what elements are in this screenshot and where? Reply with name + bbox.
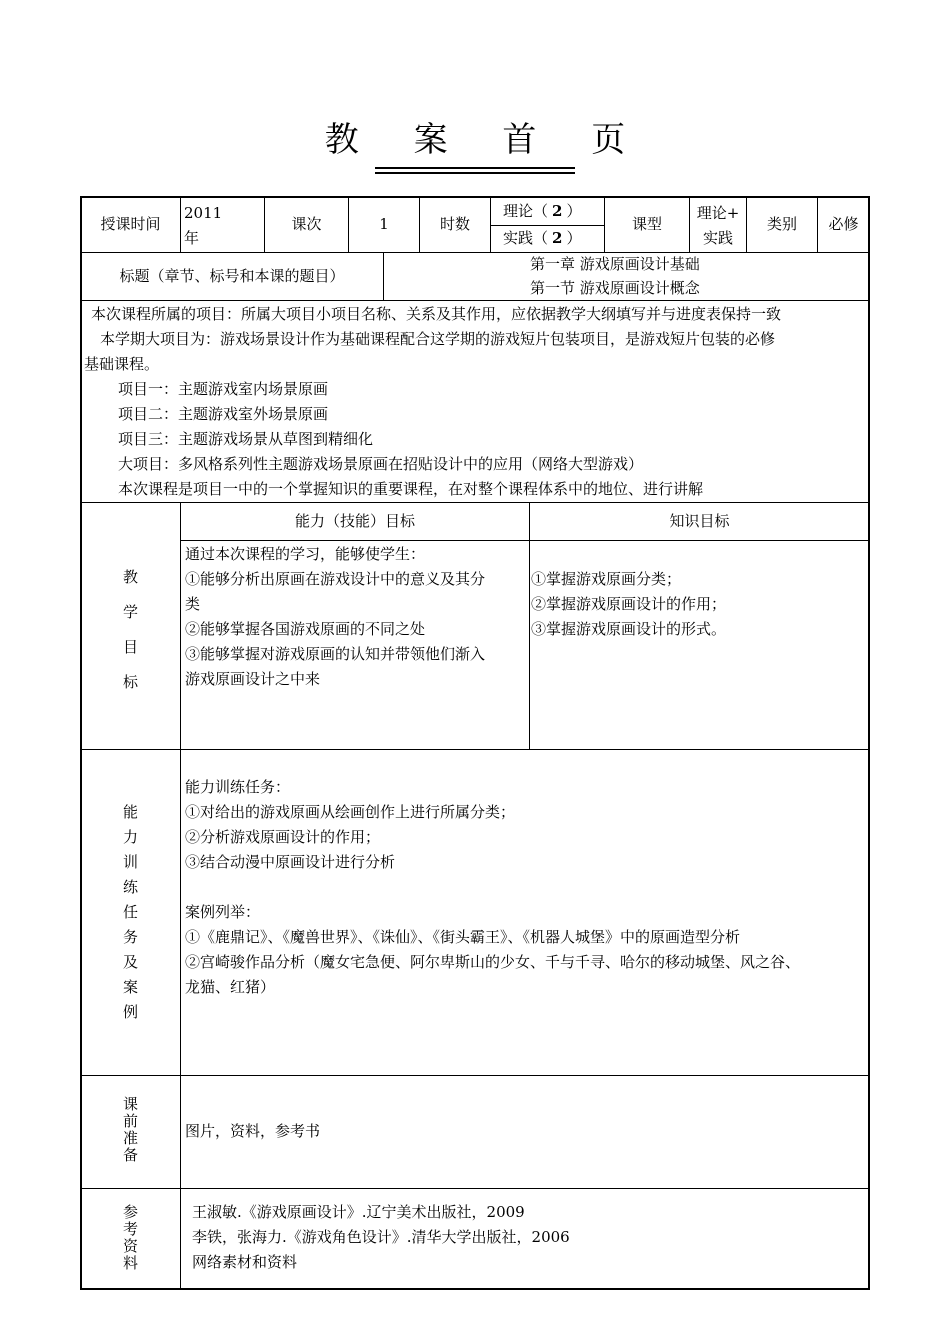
project-line: 项目二：主题游戏室外场景原画 — [118, 405, 329, 423]
title-underline-thick — [375, 167, 575, 169]
list-item: ②掌握游戏原画设计的作用； — [531, 595, 727, 613]
knowledge-list — [531, 567, 726, 642]
ability-list — [185, 542, 485, 692]
list-item: ②能够掌握各国游戏原画的不同之处 — [185, 620, 426, 638]
list-item: 能力训练任务： — [185, 778, 291, 796]
practice-hours: 实践（ 2 ） — [503, 229, 582, 247]
time-label: 授课时间 — [100, 215, 161, 233]
tasks-list — [185, 775, 800, 1000]
list-item: ②分析游戏原画设计的作用； — [185, 828, 381, 846]
list-item: ③结合动漫中原画设计进行分析 — [185, 853, 396, 871]
session-label: 课次 — [291, 215, 322, 233]
category-value: 必修 — [828, 215, 859, 233]
list-item: 龙猫、红猪） — [185, 978, 276, 996]
label-col-divider — [180, 502, 181, 1289]
row-divider-header — [81, 252, 869, 253]
list-item: 网络素材和资料 — [192, 1253, 298, 1271]
list-item: ①掌握游戏原画分类； — [531, 570, 682, 588]
project-line: 项目一：主题游戏室内场景原画 — [118, 380, 329, 398]
hours-label: 时数 — [439, 215, 470, 233]
list-item: 通过本次课程的学习，能够使学生： — [185, 545, 426, 563]
type-value-line1: 理论+ — [696, 204, 740, 222]
time-year-suffix: 年 — [184, 229, 200, 247]
page-title: 教 案 首 页 — [324, 120, 648, 160]
references-side-label: 参 考 资 料 — [122, 1203, 138, 1272]
list-item — [185, 875, 800, 900]
project-line: 大项目：多风格系列性主题游戏场景原画在招贴设计中的应用（网络大型游戏） — [118, 455, 644, 473]
project-line: 基础课程。 — [84, 355, 160, 373]
row-divider-tasks — [81, 1075, 869, 1076]
list-item: ③能够掌握对游戏原画的认知并带领他们渐入 — [185, 645, 486, 663]
list-item: 李铁，张海力.《游戏角色设计》.清华大学出版社，2006 — [192, 1228, 570, 1246]
row-divider-project — [81, 502, 869, 503]
objectives-col-divider — [529, 502, 530, 749]
list-item: ③掌握游戏原画设计的形式。 — [531, 620, 727, 638]
session-value: 1 — [379, 215, 389, 233]
list-item: 案例列举： — [185, 903, 261, 921]
project-line: 项目三：主题游戏场景从草图到精细化 — [118, 430, 374, 448]
list-item: 游戏原画设计之中来 — [185, 670, 321, 688]
topic-chapter: 第一章 游戏原画设计基础 — [530, 255, 700, 273]
col-divider — [490, 197, 491, 252]
references-list — [192, 1200, 570, 1275]
project-line: 本学期大项目为：游戏场景设计作为基础课程配合这学期的游戏短片包装项目，是游戏短片包装的必修 — [100, 330, 776, 348]
topic-label: 标题（章节、标号和本课的题目） — [119, 267, 345, 285]
list-item: ①对给出的游戏原画从绘画创作上进行所属分类； — [185, 803, 516, 821]
row-divider-objectives — [81, 749, 869, 750]
list-item: ②宫崎骏作品分析（魔女宅急便、阿尔卑斯山的少女、千与千寻、哈尔的移动城堡、风之谷、 — [185, 953, 801, 971]
time-year: 2011 — [184, 204, 223, 222]
row-divider-prep — [81, 1188, 869, 1189]
prep-content: 图片，资料，参考书 — [185, 1122, 321, 1140]
tasks-side-label: 能 力 训 练 任 务 及 案 例 — [122, 803, 138, 1021]
knowledge-header: 知识目标 — [669, 512, 730, 530]
list-item: 类 — [185, 595, 201, 613]
type-value-line2: 实践 — [702, 229, 733, 247]
title-underline-thin — [375, 172, 575, 174]
row-divider-objective-headers — [181, 540, 869, 541]
topic-section: 第一节 游戏原画设计概念 — [530, 279, 700, 297]
list-item: 王淑敏.《游戏原画设计》.辽宁美术出版社，2009 — [192, 1203, 525, 1221]
prep-side-label: 课 前 准 备 — [122, 1095, 138, 1164]
category-label: 类别 — [766, 215, 797, 233]
list-item: ①能够分析出原画在游戏设计中的意义及其分 — [185, 570, 486, 588]
row-divider-topic — [81, 300, 869, 301]
ability-header: 能力（技能）目标 — [294, 512, 415, 530]
list-item: ①《鹿鼎记》、《魔兽世界》、《诛仙》、《街头霸王》、《机器人城堡》中的原画造型分析 — [185, 928, 741, 946]
type-label: 课型 — [631, 215, 662, 233]
theory-hours: 理论（ 2 ） — [503, 202, 582, 220]
col-divider — [180, 197, 181, 252]
project-line: 本次课程是项目一中的一个掌握知识的重要课程，在对整个课程体系中的地位、进行讲解 — [118, 480, 704, 498]
project-line: 本次课程所属的项目：所属大项目小项目名称、关系及其作用，应依据教学大纲填写并与进度表保持一致 — [91, 305, 782, 323]
col-divider — [383, 252, 384, 300]
objectives-side-label: 教 学 目 标 — [122, 568, 138, 691]
